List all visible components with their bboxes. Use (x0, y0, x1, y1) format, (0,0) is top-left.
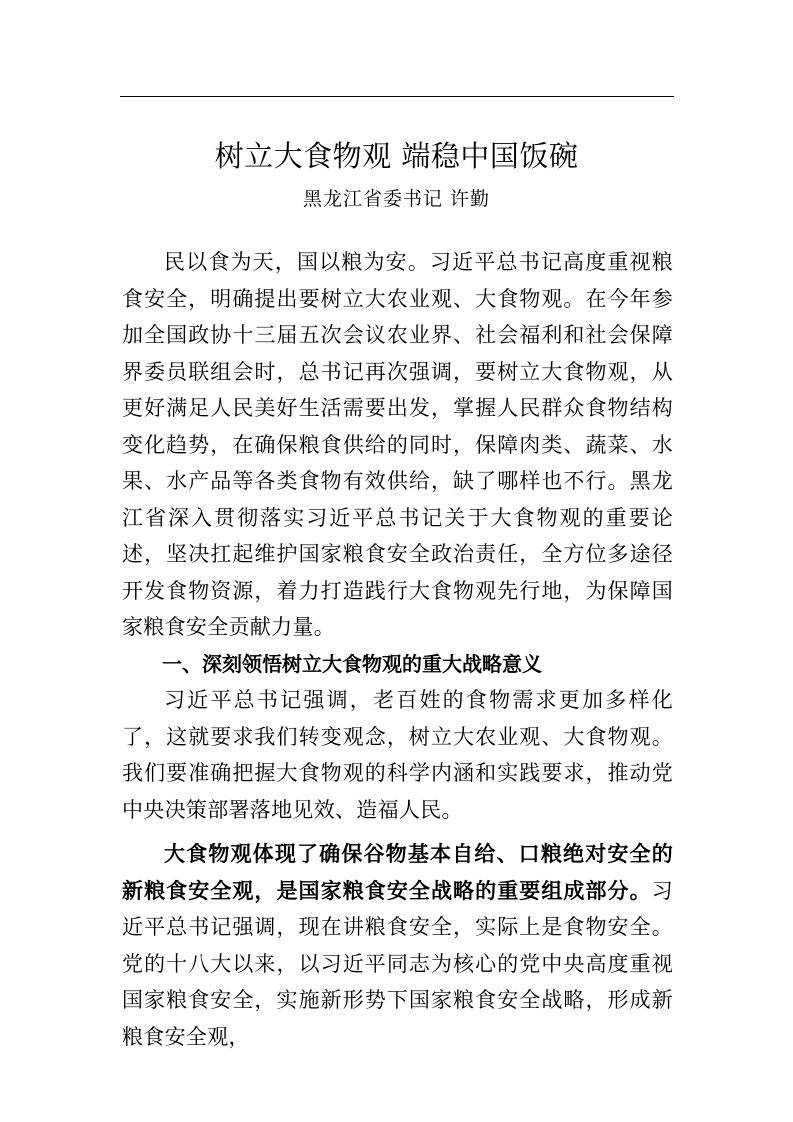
lead-sentence: 大食物观体现了确保谷物基本自给、口粮绝对安全的新粮食安全观，是国家粮食安全战略的重要组成部分。 (122, 841, 673, 903)
lead-paragraph-rest: 习近平总书记强调，现在讲粮食安全，实际上是食物安全。党的十八大以来，以习近平同志为核心的党中央高度重视国家粮食安全，实施新形势下国家粮食安全战略，形成新粮食安全观， (122, 878, 673, 1049)
article-title: 树立大食物观 端稳中国饭碗 (214, 139, 579, 173)
lead-paragraph (122, 836, 673, 1055)
author-byline: 黑龙江省委书记 许勤 (302, 188, 491, 210)
section-paragraph: 习近平总书记强调，老百姓的食物需求更加多样化了，这就要求我们转变观念，树立大农业观、大食物观。我们要准确把握大食物观的科学内涵和实践要求，推动党中央决策部署落地见效、造福人民。 (122, 688, 673, 822)
header-rule (120, 96, 674, 97)
section-heading-1: 一、深刻领悟树立大食物观的重大战略意义 (162, 651, 542, 676)
article-body (122, 244, 673, 1055)
intro-paragraph: 民以食为天，国以粮为安。习近平总书记高度重视粮食安全，明确提出要树立大农业观、大食物观。在今年参加全国政协十三届五次会议农业界、社会福利和社会保障界委员联组会时，总书记再次强调，要树立大食物观，从更好满足人民美好生活需要出发，掌握人民群众食物结构变化趋势，在确保粮食供给的同时，保障肉类、蔬菜、水果、水产品等各类食物有效供给，缺了哪样也不行。黑龙江省深入贯彻落实习近平总书记关于大食物观的重要论述，坚决扛起维护国家粮食安全政治责任，全方位多途径开发食物资源，着力打造践行大食物观先行地，为保障国家粮食安全贡献力量。 (122, 250, 673, 639)
